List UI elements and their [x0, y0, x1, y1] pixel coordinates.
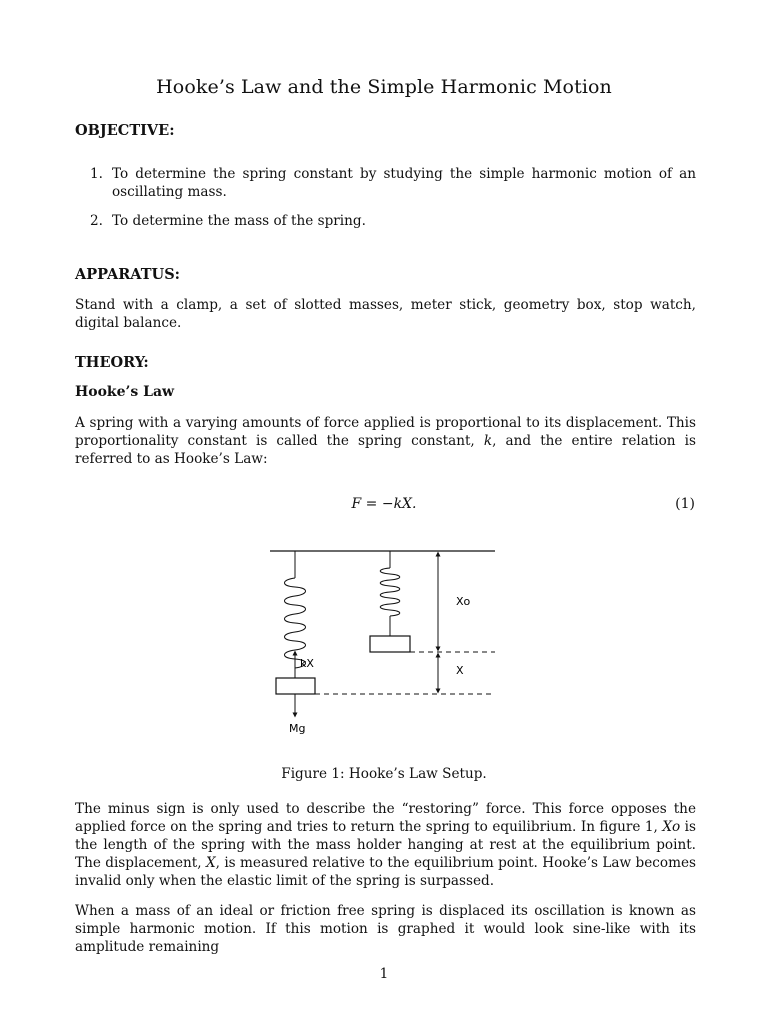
- figure-caption: Figure 1: Hooke’s Law Setup.: [281, 766, 487, 782]
- text-run: A spring with a varying amounts of force applied is proportional to its displacement. This proportionality constant is called the spring constant,: [75, 415, 696, 449]
- page-number: 1: [379, 966, 389, 982]
- objective-item-1: [90, 165, 696, 201]
- mg-label: Mg: [289, 722, 306, 735]
- spring-constant-symbol: k: [483, 433, 493, 449]
- theory-intro-paragraph: [75, 414, 696, 468]
- list-number: 1.: [90, 166, 103, 182]
- xo-label: Xo: [456, 595, 471, 608]
- objective-item-2: [90, 212, 696, 230]
- restoring-force-paragraph: [75, 800, 696, 890]
- page-title: Hooke’s Law and the Simple Harmonic Motion: [156, 76, 612, 98]
- hookes-law-figure: [260, 540, 510, 745]
- right-mass-block: [370, 636, 410, 652]
- text-run: is the length of the spring with the mass holder hanging at rest at the equilibrium point. The displacement,: [75, 819, 696, 871]
- kx-label: kX: [300, 657, 314, 670]
- list-text: To determine the spring constant by studying the simple harmonic motion of an oscillating mass.: [112, 166, 696, 200]
- equation-number: (1): [675, 496, 695, 512]
- theory-heading: THEORY:: [75, 354, 149, 371]
- list-number: 2.: [90, 213, 103, 229]
- text-run: , and the entire relation is referred to as Hooke’s Law:: [75, 433, 696, 467]
- shm-paragraph: When a mass of an ideal or friction free spring is displaced its oscillation is known as simple harmonic motion. If this motion is graphed it would look sine-like with its amplitude remaining: [75, 903, 696, 955]
- list-text: To determine the mass of the spring.: [112, 213, 366, 229]
- right-spring-icon: [380, 568, 400, 616]
- apparatus-text: Stand with a clamp, a set of slotted masses, meter stick, geometry box, stop watch, digital balance.: [75, 297, 696, 331]
- text-run: The minus sign is only used to describe the “restoring” force. This force opposes the applied force on the spring and tries to return the spring to equilibrium. In figure 1,: [75, 801, 696, 835]
- text-run: , is measured relative to the equilibrium point. Hooke’s Law becomes invalid only when the elastic limit of the spring is surpassed.: [75, 855, 697, 889]
- x-label: X: [456, 664, 464, 677]
- x-symbol: X: [205, 855, 216, 871]
- xo-symbol: Xo: [662, 819, 681, 835]
- hookes-law-subheading: Hooke’s Law: [75, 384, 175, 400]
- hookes-law-equation: F = −kX.: [351, 496, 417, 512]
- apparatus-heading: APPARATUS:: [75, 266, 181, 283]
- left-mass-block: [276, 678, 315, 694]
- objective-heading: OBJECTIVE:: [75, 122, 175, 139]
